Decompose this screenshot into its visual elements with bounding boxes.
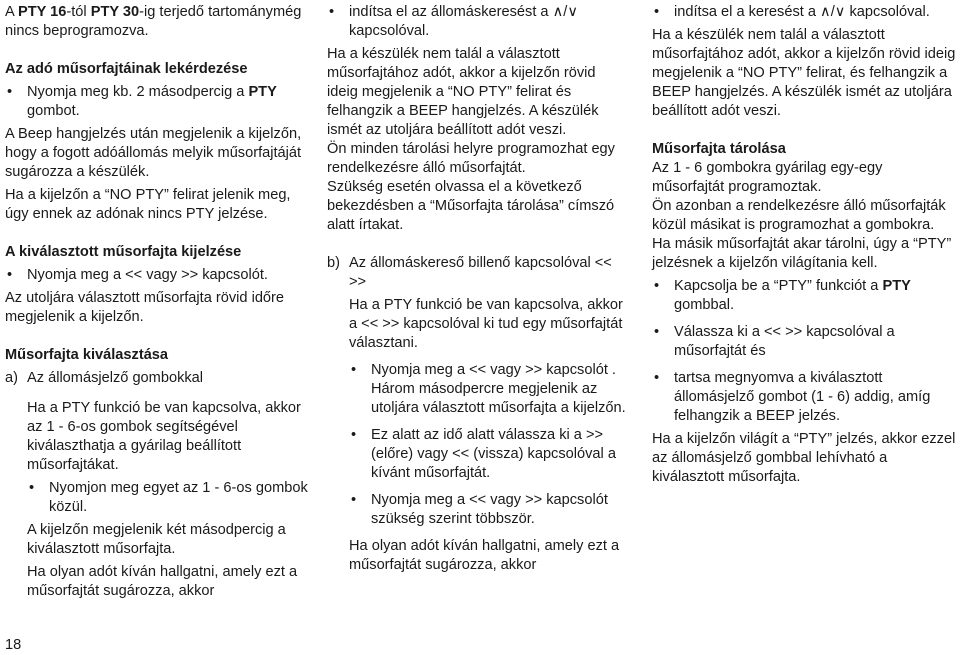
intro-paragraph — [5, 3, 310, 41]
heading-selection: Műsorfajta kiválasztása — [5, 347, 169, 363]
item-text: Az állomáskereső billenő kapcsolóval << >> — [349, 255, 612, 290]
bullet-text: Válassza ki a << >> kapcsolóval a műsorfajtát és — [674, 324, 895, 359]
bullet-press-repeat — [327, 491, 629, 529]
bullet-choose-direction — [327, 426, 629, 483]
bullet-bold-pty: PTY — [882, 278, 911, 294]
paragraph-no-station: Ha a készülék nem talál a választott műsorfajtához adót, akkor a kijelzőn rövid ideig megjelenik a “NO PTY” felirat és felhangzik a BEEP hangjelzés. A készülék ismét az utoljára beállított adót veszi. — [327, 46, 599, 138]
item-text: Az állomásjelző gombokkal — [27, 370, 204, 386]
bullet-icon: • — [29, 480, 35, 496]
paragraph-listen: Ha olyan adót kíván hallgatni, amely ezt a műsorfajtát sugározza, akkor — [27, 564, 298, 599]
item-letter: b) — [327, 255, 340, 271]
bullet-text: tartsa megnyomva a kiválasztott állomásjelző gombot (1 - 6) addig, amíg felhangzik a BEEP jelzés. — [674, 370, 931, 424]
bullet-text: Nyomja meg a << vagy >> kapcsolót . Három másodpercre megjelenik az utoljára választott műsorfajta a kijelzőn. — [371, 362, 626, 416]
paragraph-listen: Ha olyan adót kíván hallgatni, amely ezt a műsorfajtát sugározza, akkor — [349, 538, 620, 573]
paragraph-program-storage: Ön minden tárolási helyre programozhat egy rendelkezésre álló műsorfajtát. — [327, 141, 615, 176]
column-middle — [327, 3, 629, 575]
paragraph-two-seconds: A kijelzőn megjelenik két másodpercig a kiválasztott műsorfajta. — [27, 522, 286, 557]
paragraph-no-pty: Ha a kijelzőn a “NO PTY” felirat jelenik meg, úgy ennek az adónak nincs PTY jelzése. — [5, 187, 291, 222]
bullet-text-end: gombot. — [27, 103, 80, 119]
bullet-icon: • — [654, 4, 660, 20]
heading-selected-display: A kiválasztott műsorfajta kijelzése — [5, 244, 242, 260]
paragraph-beep: A Beep hangjelzés után megjelenik a kijelzőn, hogy a fogott adóállomás melyik műsorfajtáját sugározza a készülék. — [5, 126, 302, 180]
bullet-start-search — [652, 3, 957, 22]
bullet-text: Kapcsolja be a “PTY” funkciót a — [674, 278, 883, 294]
item-letter: a) — [5, 370, 18, 386]
bullet-icon: • — [351, 492, 357, 508]
bullet-press-switch — [5, 266, 310, 285]
item-b — [327, 254, 629, 292]
intro-bold-pty30: PTY 30 — [90, 4, 140, 20]
paragraph-store-other: Ha másik műsorfajtát akar tárolni, úgy a “PTY” jelzésnek a kijelzőn világítania kell. — [652, 236, 952, 271]
intro-text: A — [5, 4, 18, 20]
bullet-icon: • — [654, 370, 660, 386]
paragraph-other-types: Ön azonban a rendelkezésre álló műsorfajták közül másikat is programozhat a gombokra. — [652, 198, 946, 233]
bullet-icon: • — [351, 427, 357, 443]
paragraph-see-storage: Szükség esetén olvassa el a következő bekezdésben a “Műsorfajta tárolása” címszó alatt írtakat. — [327, 179, 615, 233]
bullet-hold-preset — [652, 369, 957, 426]
page-number: 18 — [5, 637, 22, 653]
bullet-icon: • — [7, 267, 13, 283]
bullet-icon: • — [654, 324, 660, 340]
paragraph-recall: Ha a kijelzőn világít a “PTY” jelzés, akkor ezzel az állomásjelző gombbal lehívható a kiválasztott műsorfajta. — [652, 431, 956, 485]
heading-query-program-types: Az adó műsorfajtáinak lekérdezése — [5, 61, 248, 77]
bullet-text-end: gombbal. — [674, 297, 735, 313]
bullet-text: Nyomja meg kb. 2 másodpercig a — [27, 84, 249, 100]
bullet-text: Nyomjon meg egyet az 1 - 6-os gombok közül. — [49, 480, 308, 515]
paragraph-rocker-switch: Ha a PTY funkció be van kapcsolva, akkor a << >> kapcsolóval ki tud egy műsorfajtát választani. — [349, 297, 623, 351]
bullet-text: Nyomja meg a << vagy >> kapcsolót szükség szerint többször. — [371, 492, 608, 527]
bullet-text: indítsa el a keresést a ∧/∨ kapcsolóval. — [674, 4, 930, 20]
bullet-icon: • — [351, 362, 357, 378]
bullet-text: indítsa el az állomáskeresést a ∧/∨ kapcsolóval. — [349, 4, 579, 39]
bullet-icon: • — [329, 4, 335, 20]
intro-text-end: -ig terjedő tartománymég nincs beprogramozva. — [5, 4, 302, 39]
intro-bold-pty16: PTY 16 — [17, 4, 67, 20]
bullet-enable-pty — [652, 277, 957, 315]
heading-program-storage: Műsorfajta tárolása — [652, 141, 786, 157]
bullet-press-pty — [5, 83, 310, 121]
column-left — [5, 3, 310, 601]
bullet-text: Nyomja meg a << vagy >> kapcsolót. — [27, 267, 268, 283]
item-a — [5, 369, 310, 388]
bullet-icon: • — [654, 278, 660, 294]
bullet-start-search — [327, 3, 629, 41]
paragraph-no-station: Ha a készülék nem talál a választott műsorfajtához adót, akkor a kijelzőn rövid ideig megjelenik a “NO PTY” felirat, és felhangzik a BEEP hangjelzés. A készülék ismét az utoljára beállított adót veszi. — [652, 27, 956, 119]
paragraph-last-selected: Az utoljára választott műsorfajta rövid időre megjelenik a kijelzőn. — [5, 290, 285, 325]
intro-text-mid: -tól — [66, 4, 91, 20]
bullet-bold-pty: PTY — [248, 84, 277, 100]
paragraph-preset-buttons: Ha a PTY funkció be van kapcsolva, akkor az 1 - 6-os gombok segítségével kiválaszthatja a gyárilag beállított műsorfajtákat. — [27, 400, 301, 473]
bullet-text: Ez alatt az idő alatt válassza ki a >> (előre) vagy << (vissza) kapcsolóval a kívánt műsorfajtát. — [371, 427, 616, 481]
bullet-icon: • — [7, 84, 13, 100]
bullet-select-type — [652, 323, 957, 361]
paragraph-factory-preset: Az 1 - 6 gombokra gyárilag egy-egy műsorfajtát programoztak. — [652, 160, 883, 195]
bullet-press-rocker — [327, 361, 629, 418]
column-right — [652, 3, 957, 487]
bullet-press-preset — [5, 479, 310, 517]
